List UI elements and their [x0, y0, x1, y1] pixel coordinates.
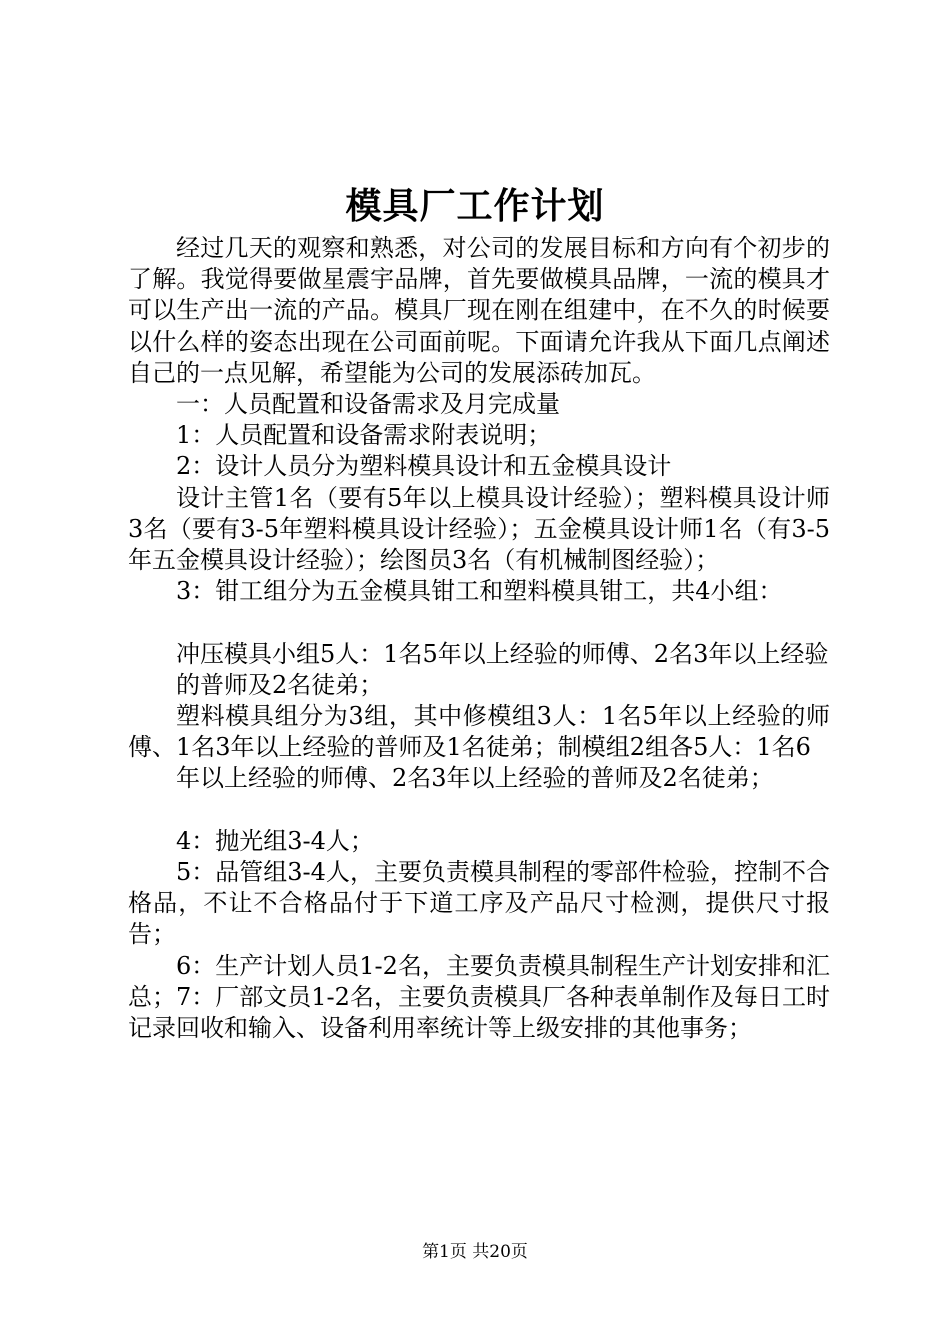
document-title: 模具厂工作计划 [345, 185, 605, 227]
document-body [128, 233, 830, 1044]
page-footer: 第1页 共20页 [422, 1242, 528, 1262]
plastic-group-continuation: 年以上经验的师傅、2名3年以上经验的普师及2名徒弟； [176, 764, 774, 793]
item-6-7: 6：生产计划人员1-2名，主要负责模具制程生产计划安排和汇总；7：厂部文员1-2名，主要负责模具厂各种表单制作及每日工时记录回收和输入、设备利用率统计等上级安排的其他事务； [128, 951, 830, 1043]
plastic-group-paragraph: 塑料模具组分为3组，其中修模组3人：1名5年以上经验的师傅、1名3年以上经验的普师及1名徒弟；制模组2组各5人：1名6 [128, 702, 830, 762]
item-3: 3：钳工组分为五金模具钳工和塑料模具钳工，共4小组： [176, 577, 783, 606]
item-2: 2：设计人员分为塑料模具设计和五金模具设计 [176, 452, 672, 481]
intro-paragraph: 经过几天的观察和熟悉，对公司的发展目标和方向有个初步的了解。我觉得要做星震宇品牌，首先要做模具品牌，一流的模具才可以生产出一流的产品。模具厂现在刚在组建中，在不久的时候要以什么样的姿态出现在公司面前呢。下面请允许我从下面几点阐述自己的一点见解，希望能为公司的发展添砖加瓦。 [128, 234, 830, 387]
stamping-group-paragraph: 冲压模具小组5人：1名5年以上经验的师傅、2名3年以上经验 [176, 639, 829, 668]
item-1: 1：人员配置和设备需求附表说明； [176, 421, 552, 450]
section-heading-1: 一：人员配置和设备需求及月完成量 [176, 390, 560, 419]
blank-line [128, 607, 830, 638]
design-staff-paragraph: 设计主管1名（要有5年以上模具设计经验）；塑料模具设计师3名（要有3-5年塑料模具设计经验）；五金模具设计师1名（有3-5年五金模具设计经验）；绘图员3名（有机械制图经验）； [128, 483, 830, 575]
item-5: 5：品管组3-4人，主要负责模具制程的零部件检验，控制不合格品，不让不合格品付于下道工序及产品尺寸检测，提供尺寸报告； [128, 858, 830, 949]
item-4: 4：抛光组3-4人； [176, 826, 374, 855]
blank-line [128, 795, 830, 826]
stamping-group-continuation: 的普师及2名徒弟； [176, 670, 384, 699]
